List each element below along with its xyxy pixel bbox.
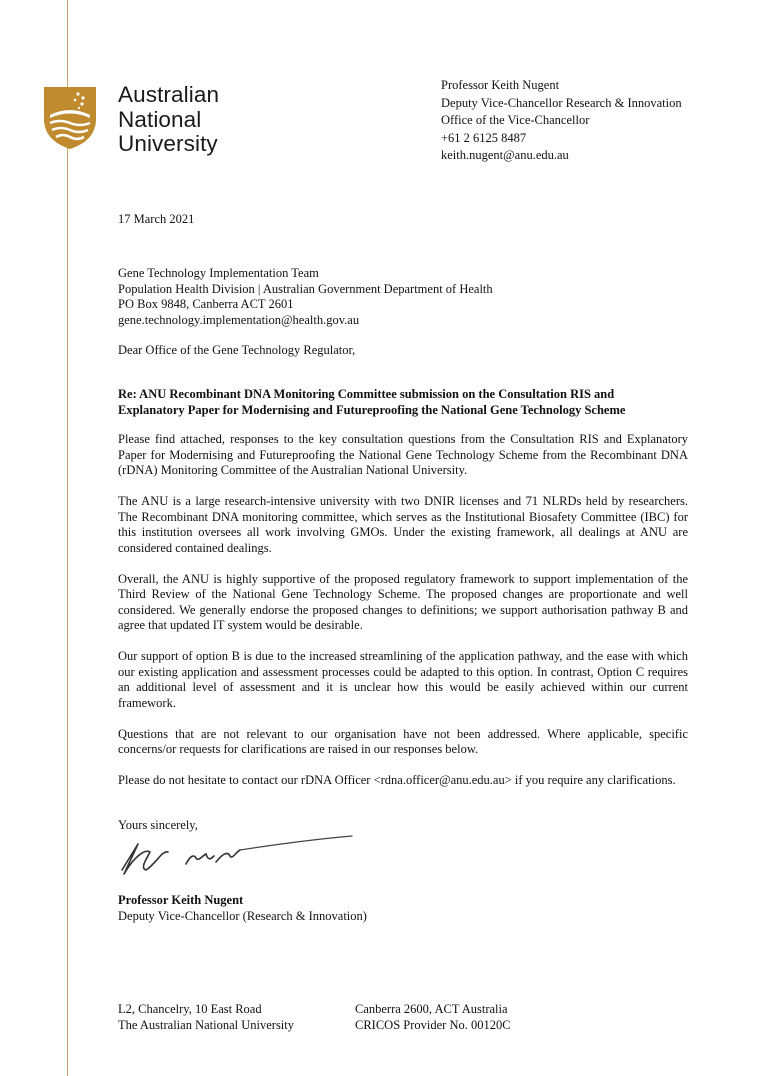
anu-crest-icon (42, 85, 98, 151)
sender-office: Office of the Vice-Chancellor (441, 113, 590, 127)
body-paragraph: Questions that are not relevant to our organisation have not been addressed. Where applicable, specific concerns/or requests for clarifications are raised in our responses below. (118, 726, 688, 756)
salutation: Dear Office of the Gene Technology Regulator, (118, 343, 356, 357)
recipient-line-2: Population Health Division | Australian Government Department of Health (118, 281, 493, 296)
signatory-name: Professor Keith Nugent (118, 893, 244, 907)
footer-cricos: CRICOS Provider No. 00120C (355, 1018, 511, 1032)
recipient-line-3: PO Box 9848, Canberra ACT 2601 (118, 297, 294, 311)
footer-right (355, 1001, 511, 1033)
sender-block (441, 77, 682, 165)
margin-rule (67, 0, 68, 1076)
sender-phone: +61 2 6125 8487 (441, 130, 527, 145)
anu-wordmark (118, 83, 219, 157)
footer-address-line-2: The Australian National University (118, 1018, 295, 1032)
recipient-line-1: Gene Technology Implementation Team (118, 266, 319, 280)
wordmark-line-1: Australian (118, 82, 220, 107)
signatory-block (118, 892, 367, 924)
signatory-title: Deputy Vice-Chancellor (Research & Innovation) (118, 909, 367, 923)
wordmark-line-2: National (118, 106, 202, 132)
footer-left (118, 1001, 294, 1033)
body-paragraph: Please do not hesitate to contact our rDNA Officer <rdna.officer@anu.edu.au> if you require any clarifications. (118, 773, 676, 787)
footer-city: Canberra 2600, ACT Australia (355, 1002, 508, 1016)
sender-email: keith.nugent@anu.edu.au (441, 148, 569, 162)
body-paragraph: The ANU is a large research-intensive university with two DNIR licenses and 71 NLRDs held by researchers. The Recombinant DNA monitoring committee, which serves as the Institutional Biosafety Committee (IBC) for this institution oversees all work involving GMOs. Under the existing framework, all dealings at ANU are considered contained dealings. (118, 494, 688, 555)
signature-image (116, 830, 356, 878)
sender-title: Deputy Vice-Chancellor Research & Innovation (441, 95, 682, 110)
recipient-line-4: gene.technology.implementation@health.gov.au (118, 312, 360, 327)
letter-body (118, 432, 688, 804)
body-paragraph: Overall, the ANU is highly supportive of the proposed regulatory framework to support implementation of the Third Review of the National Gene Technology Scheme. The proposed changes are proportionate and well considered. We generally endorse the proposed changes to definitions; we support authorisation pathway B and agree that updated IT system would be desirable. (118, 571, 688, 632)
body-paragraph: Please find attached, responses to the key consultation questions from the Consultation RIS and Explanatory Paper for Modernising and Futureproofing the National Gene Technology Scheme from the Recombinant DNA (rDNA) Monitoring Committee of the Australian National University. (118, 432, 688, 477)
recipient-block (118, 266, 493, 328)
closing: Yours sincerely, (118, 818, 198, 832)
wordmark-line-3: University (118, 131, 218, 156)
anu-logo (42, 82, 232, 156)
letter-date: 17 March 2021 (118, 212, 195, 226)
subject-line: Re: ANU Recombinant DNA Monitoring Committee submission on the Consultation RIS and Explanatory Paper for Modernising and Futureproofing the National Gene Technology Scheme (118, 387, 626, 417)
footer-address-line-1: L2, Chancelry, 10 East Road (118, 1002, 262, 1016)
sender-name: Professor Keith Nugent (441, 78, 560, 92)
body-paragraph: Our support of option B is due to the increased streamlining of the application pathway, and the ease with which our existing application and assessment processes could be adapted to this option. In contrast, Option C requires an additional level of assessment and it is unclear how this would be easily achieved within our current framework. (118, 649, 688, 710)
